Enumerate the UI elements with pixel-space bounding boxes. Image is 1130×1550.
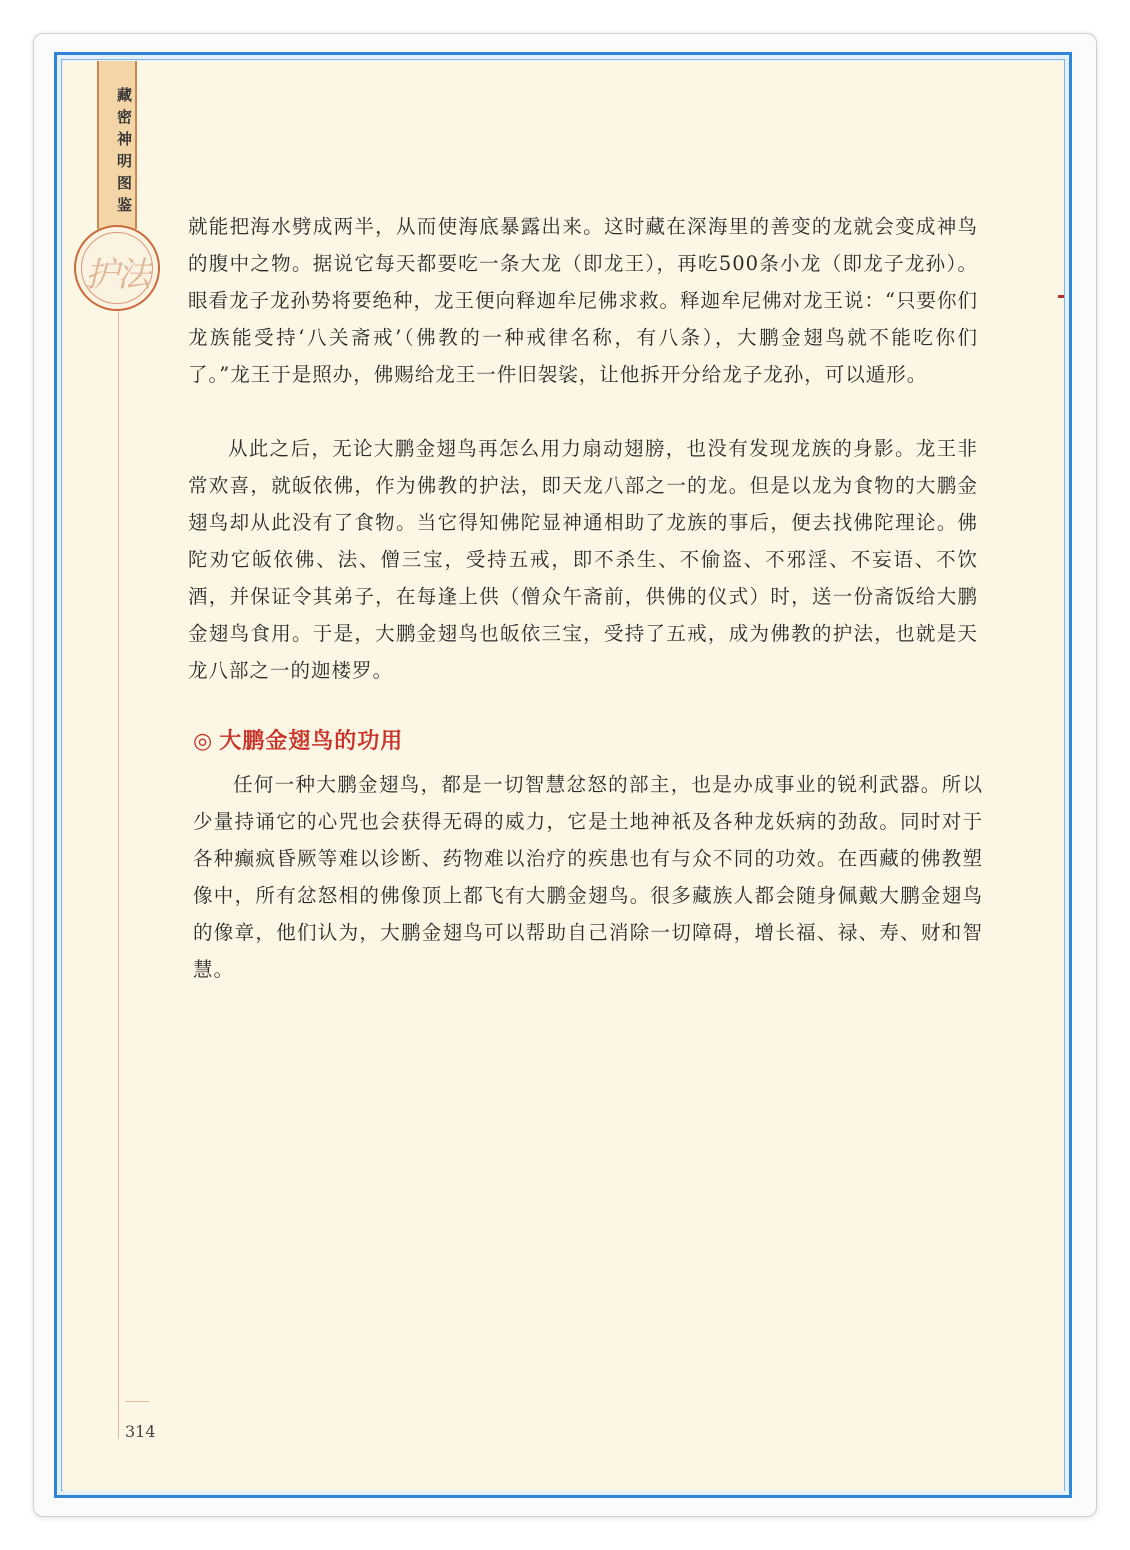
section-title-text: 大鹏金翅鸟的功用 — [219, 729, 404, 754]
chapter-seal — [74, 225, 160, 311]
chapter-tab — [97, 61, 137, 229]
page-edge-mark — [1058, 295, 1064, 298]
book-title: 藏密神明图鉴 — [115, 87, 133, 219]
paragraph-3: 任何一种大鹏金翅鸟，都是一切智慧忿怒的部主，也是办成事业的锐利武器。所以少量持诵它的心咒也会获得无碍的威力，它是土地神祇及各种龙妖病的劲敌。同时对于各种癫疯昏厥等难以诊断、药物难以治疗的疾患也有与众不同的功效。在西藏的佛教塑像中，所有忿怒相的佛像顶上都飞有大鹏金翅鸟。很多藏族人都会随身佩戴大鹏金翅鸟的像章，他们认为，大鹏金翅鸟可以帮助自己消除一切障碍，增长福、禄、寿、财和智慧。 — [193, 773, 983, 981]
seal-calligraphy: 护法 — [85, 255, 149, 295]
book-page — [63, 61, 1064, 1491]
page-number-rule — [125, 1401, 149, 1402]
section-heading — [193, 724, 403, 755]
page-number: 314 — [125, 1422, 156, 1441]
paragraph-1: 就能把海水劈成两半，从而使海底暴露出来。这时藏在深海里的善变的龙就会变成神鸟的腹中之物。据说它每天都要吃一条大龙（即龙王），再吃500条小龙（即龙子龙孙）。眼看龙子龙孙势将要绝种，龙王便向释迦牟尼佛求救。释迦牟尼佛对龙王说：“只要你们龙族能受持‘八关斋戒’（佛教的一种戒律名称，有八条），大鹏金翅鸟就不能吃你们了。”龙王于是照办，佛赐给龙王一件旧袈裟，让他拆开分给龙子龙孙，可以遁形。 — [188, 215, 978, 386]
section-marker-icon: ◎ — [193, 729, 214, 754]
margin-rule — [118, 229, 119, 1439]
paragraph-2: 从此之后，无论大鹏金翅鸟再怎么用力扇动翅膀，也没有发现龙族的身影。龙王非常欢喜，就皈依佛，作为佛教的护法，即天龙八部之一的龙。但是以龙为食物的大鹏金翅鸟却从此没有了食物。当它得知佛陀显神通相助了龙族的事后，便去找佛陀理论。佛陀劝它皈依佛、法、僧三宝，受持五戒，即不杀生、不偷盗、不邪淫、不妄语、不饮酒，并保证令其弟子，在每逢上供（僧众午斋前，供佛的仪式）时，送一份斋饭给大鹏金翅鸟食用。于是，大鹏金翅鸟也皈依三宝，受持了五戒，成为佛教的护法，也就是天龙八部之一的迦楼罗。 — [188, 437, 978, 682]
